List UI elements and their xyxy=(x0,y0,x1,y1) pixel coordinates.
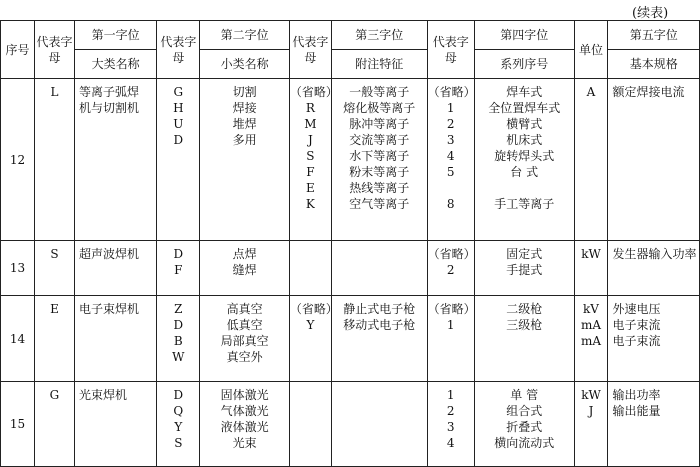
code-3-line: R xyxy=(305,101,315,115)
header-code-4: 代表字母 xyxy=(427,21,474,79)
continued-label: (续表) xyxy=(632,6,669,21)
series-line xyxy=(475,180,574,196)
code-2-cell xyxy=(157,296,200,382)
series-line: 台 式 xyxy=(510,165,539,179)
feature-cell xyxy=(331,382,427,467)
series-line: 固定式 xyxy=(506,247,543,261)
code-2-line: D xyxy=(173,388,184,402)
feature-line: 水下等离子 xyxy=(349,149,410,163)
unit-cell xyxy=(574,241,608,296)
code-2-line: S xyxy=(174,436,183,450)
header-spec: 基本规格 xyxy=(608,50,700,79)
feature-line: 粉末等离子 xyxy=(349,165,410,179)
unit-line: A xyxy=(586,85,596,99)
feature-line: 一般等离子 xyxy=(349,85,410,99)
category-name-cell xyxy=(75,241,157,296)
code-1-cell xyxy=(34,382,74,467)
subcategory-name-line: 液体激光 xyxy=(220,420,269,434)
subcategory-name-line: 固体激光 xyxy=(220,388,269,402)
code-4-line: 1 xyxy=(446,388,455,402)
category-name-cell xyxy=(75,296,157,382)
code-3-line: （省略） xyxy=(289,302,338,316)
code-1-line: S xyxy=(50,247,59,261)
code-3-line: K xyxy=(305,197,315,211)
header-subcategory: 小类名称 xyxy=(200,50,289,79)
code-2-line: F xyxy=(174,263,183,277)
code-4-line: （省略） xyxy=(427,302,476,316)
code-3-cell xyxy=(289,79,338,241)
code-1-cell xyxy=(34,241,74,296)
code-4-line: 5 xyxy=(446,165,455,179)
series-cell xyxy=(474,241,574,296)
subcategory-name-line: 气体激光 xyxy=(220,404,269,418)
unit-line: mA xyxy=(580,318,602,332)
table-header xyxy=(1,21,700,79)
code-2-line: D xyxy=(173,318,184,332)
code-4-line: （省略） xyxy=(427,247,476,261)
row-number: 12 xyxy=(1,79,35,241)
header-pos-5: 第五字位 xyxy=(608,21,700,50)
subcategory-name-line: 焊接 xyxy=(232,101,257,115)
header-code-2: 代表字母 xyxy=(157,21,200,79)
category-name-line: 光束焊机 xyxy=(79,388,128,402)
subcategory-name-line: 高真空 xyxy=(226,302,263,316)
row-number: 13 xyxy=(1,241,35,296)
spec-line: 电子束流 xyxy=(612,334,661,348)
code-4-line: 3 xyxy=(446,133,455,147)
feature-cell xyxy=(331,241,427,296)
subcategory-name-line: 点焊 xyxy=(232,247,257,261)
series-line: 二级枪 xyxy=(506,302,543,316)
series-line: 手提式 xyxy=(506,263,543,277)
code-4-line xyxy=(428,180,474,196)
spec-line: 输出能量 xyxy=(612,404,661,418)
header-category: 大类名称 xyxy=(75,50,157,79)
code-4-cell xyxy=(427,382,474,467)
series-line: 手工等离子 xyxy=(494,197,555,211)
subcategory-name-line: 局部真空 xyxy=(220,334,269,348)
unit-cell xyxy=(574,79,608,241)
code-4-line: 2 xyxy=(446,263,455,277)
code-1-line: G xyxy=(49,388,60,402)
subcategory-name-cell xyxy=(200,382,289,467)
code-1-line: L xyxy=(50,85,59,99)
header-pos-3: 第三字位 xyxy=(331,21,427,50)
series-cell xyxy=(474,382,574,467)
series-line: 焊车式 xyxy=(506,85,543,99)
code-3-line: E xyxy=(306,181,315,195)
code-2-cell xyxy=(157,79,200,241)
code-2-cell xyxy=(157,241,200,296)
category-name-line: 机与切割机 xyxy=(79,101,140,115)
row-number: 14 xyxy=(1,296,35,382)
code-4-line: 3 xyxy=(446,420,455,434)
subcategory-name-cell xyxy=(200,79,289,241)
code-4-line: 1 xyxy=(446,318,455,332)
header-pos-2: 第二字位 xyxy=(200,21,289,50)
feature-line: 交流等离子 xyxy=(349,133,410,147)
code-2-line: H xyxy=(173,101,184,115)
header-code-1: 代表字母 xyxy=(34,21,74,79)
spec-line: 外速电压 xyxy=(612,302,661,316)
series-line: 组合式 xyxy=(506,404,543,418)
header-series: 系列序号 xyxy=(474,50,574,79)
header-pos-4: 第四字位 xyxy=(474,21,574,50)
subcategory-name-cell xyxy=(200,296,289,382)
subcategory-name-line: 低真空 xyxy=(226,318,263,332)
header-seq: 序号 xyxy=(1,21,35,79)
code-3-cell xyxy=(289,241,331,296)
feature-line: 热线等离子 xyxy=(349,181,410,195)
series-line: 旋转焊头式 xyxy=(494,149,555,163)
code-4-line: 8 xyxy=(446,197,455,211)
code-3-line: S xyxy=(306,149,315,163)
code-3-line: M xyxy=(304,117,317,131)
code-1-line: E xyxy=(50,302,59,316)
series-cell xyxy=(474,79,574,241)
series-line: 三级枪 xyxy=(506,318,543,332)
code-4-line: 4 xyxy=(446,149,455,163)
header-code-3: 代表字母 xyxy=(289,21,331,79)
feature-cell xyxy=(331,79,427,241)
code-4-line: （省略） xyxy=(427,85,476,99)
code-4-cell xyxy=(427,296,474,382)
feature-line: 静止式电子枪 xyxy=(343,302,416,316)
feature-cell xyxy=(331,296,427,382)
code-2-line: B xyxy=(173,334,183,348)
table-row xyxy=(1,296,700,382)
spec-line: 发生器输入功率 xyxy=(612,247,697,261)
code-2-cell xyxy=(157,382,200,467)
series-cell xyxy=(474,296,574,382)
spec-line: 额定焊接电流 xyxy=(612,85,685,99)
code-3-cell xyxy=(289,382,331,467)
category-name-line: 电子束焊机 xyxy=(79,302,140,316)
spec-line: 输出功率 xyxy=(612,388,661,402)
table-body xyxy=(1,79,700,467)
category-name-line: 超声波焊机 xyxy=(79,247,140,261)
series-line: 折叠式 xyxy=(506,420,543,434)
subcategory-name-line: 多用 xyxy=(232,133,257,147)
series-line: 全位置焊车式 xyxy=(488,101,561,115)
series-line: 横向流动式 xyxy=(494,436,555,450)
subcategory-name-line: 堆焊 xyxy=(232,117,257,131)
subcategory-name-line: 真空外 xyxy=(226,350,263,364)
row-number: 15 xyxy=(1,382,35,467)
code-3-line: Y xyxy=(306,318,315,332)
code-4-cell xyxy=(427,241,474,296)
series-line: 单 管 xyxy=(510,388,539,402)
code-4-line: 2 xyxy=(446,117,455,131)
subcategory-name-line: 缝焊 xyxy=(232,263,257,277)
feature-line: 脉冲等离子 xyxy=(349,117,410,131)
feature-line: 移动式电子枪 xyxy=(343,318,416,332)
code-3-line: F xyxy=(306,165,315,179)
code-3-line: J xyxy=(307,133,313,147)
category-name-cell xyxy=(75,382,157,467)
header-unit: 单位 xyxy=(574,21,608,79)
code-2-line: Q xyxy=(173,404,184,418)
table-row xyxy=(1,382,700,467)
code-2-line: W xyxy=(172,350,185,364)
feature-line: 空气等离子 xyxy=(349,197,410,211)
code-2-line: D xyxy=(173,133,184,147)
header-feature: 附注特征 xyxy=(331,50,427,79)
table-row xyxy=(1,79,700,241)
unit-line: mA xyxy=(580,334,602,348)
unit-cell xyxy=(574,296,608,382)
unit-line: kV xyxy=(583,302,599,316)
unit-line: kW xyxy=(581,247,601,261)
feature-line: 熔化极等离子 xyxy=(343,101,416,115)
code-2-line: G xyxy=(173,85,184,99)
spec-cell xyxy=(608,241,700,296)
unit-line: J xyxy=(588,404,594,418)
unit-line: kW xyxy=(581,388,601,402)
code-1-cell xyxy=(34,79,74,241)
code-2-line: Z xyxy=(174,302,183,316)
subcategory-name-line: 切割 xyxy=(232,85,257,99)
series-line: 机床式 xyxy=(506,133,543,147)
category-name-line: 等离子弧焊 xyxy=(79,85,140,99)
code-1-cell xyxy=(34,296,74,382)
code-4-line: 4 xyxy=(446,436,455,450)
spec-line: 电子束流 xyxy=(612,318,661,332)
spec-cell xyxy=(608,382,700,467)
spec-cell xyxy=(608,79,700,241)
code-3-line: （省略） xyxy=(289,85,338,99)
unit-cell xyxy=(574,382,608,467)
subcategory-name-cell xyxy=(200,241,289,296)
spec-cell xyxy=(608,296,700,382)
code-4-cell xyxy=(427,79,474,241)
code-2-line: U xyxy=(173,117,184,131)
code-4-line: 1 xyxy=(446,101,455,115)
welder-code-table xyxy=(0,20,700,467)
code-4-line: 2 xyxy=(446,404,455,418)
code-3-cell xyxy=(289,296,338,382)
header-pos-1: 第一字位 xyxy=(75,21,157,50)
series-line: 横臂式 xyxy=(506,117,543,131)
code-2-line: Y xyxy=(174,420,183,434)
code-2-line: D xyxy=(173,247,184,261)
table-row xyxy=(1,241,700,296)
subcategory-name-line: 光束 xyxy=(232,436,257,450)
category-name-cell xyxy=(75,79,157,241)
